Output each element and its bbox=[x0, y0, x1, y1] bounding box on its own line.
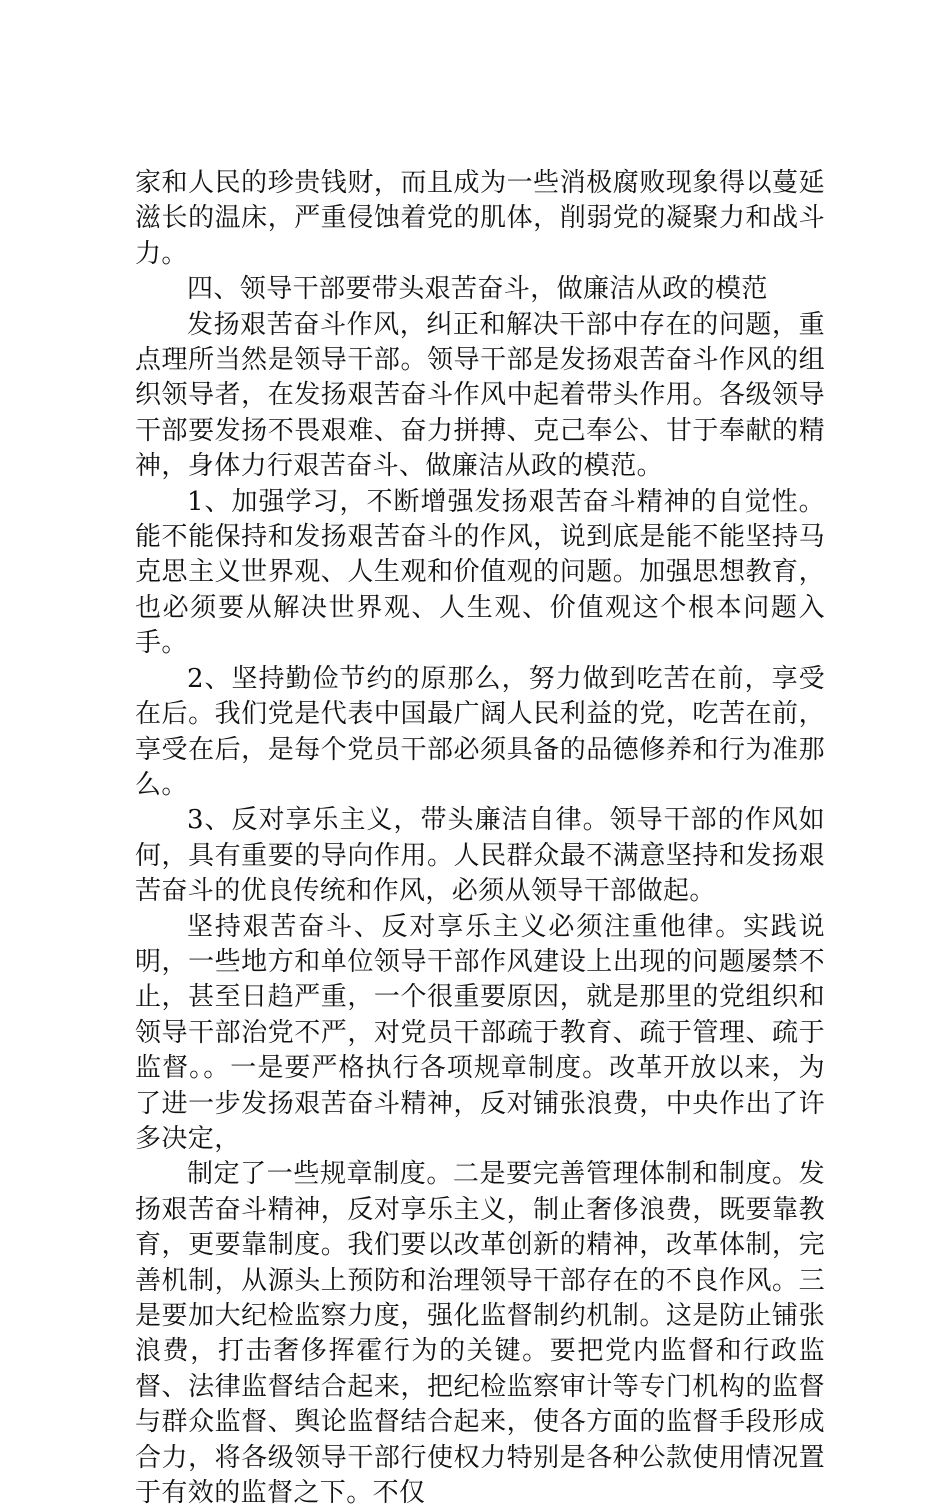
paragraph-5: 3、反对享乐主义，带头廉洁自律。领导干部的作风如何，具有重要的导向作用。人民群众最不满意坚持和发扬艰苦奋斗的优良传统和作风，必须从领导干部做起。 bbox=[135, 805, 825, 907]
paragraph-7: 制定了一些规章制度。二是要完善管理体制和制度。发扬艰苦奋斗精神，反对享乐主义，制止奢侈浪费，既要靠教育，更要靠制度。我们要以改革创新的精神，改革体制，完善机制，从源头上预防和治理领导干部存在的不良作风。三是要加大纪检监察力度，强化监督制约机制。这是防止铺张浪费，打击奢侈挥霍行为的关键。要把党内监督和行政监督、法律监督结合起来，把纪检监察审计等专门机构的监督与群众监督、舆论监督结合起来，使各方面的监督手段形成合力，将各级领导干部行使权力特别是各种公款使用情况置于有效的监督之下。不仅 bbox=[135, 1159, 825, 1509]
paragraph-3: 1、加强学习，不断增强发扬艰苦奋斗精神的自觉性。能不能保持和发扬艰苦奋斗的作风，说到底是能不能坚持马克思主义世界观、人生观和价值观的问题。加强思想教育，也必须要从解决世界观、人生观、价值观这个根本问题入手。 bbox=[135, 486, 825, 659]
document-body bbox=[135, 166, 825, 1511]
paragraph-2: 发扬艰苦奋斗作风，纠正和解决干部中存在的问题，重点理所当然是领导干部。领导干部是发扬艰苦奋斗作风的组织领导者，在发扬艰苦奋斗作风中起着带头作用。各级领导干部要发扬不畏艰难、奋力拼搏、克己奉公、甘于奉献的精神，身体力行艰苦奋斗、做廉洁从政的模范。 bbox=[135, 309, 825, 482]
paragraph-4: 2、坚持勤俭节约的原那么，努力做到吃苦在前，享受在后。我们党是代表中国最广阔人民利益的党，吃苦在前，享受在后，是每个党员干部必须具备的品德修养和行为准那么。 bbox=[135, 663, 825, 800]
paragraph-6: 坚持艰苦奋斗、反对享乐主义必须注重他律。实践说明，一些地方和单位领导干部作风建设上出现的问题屡禁不止，甚至日趋严重，一个很重要原因，就是那里的党组织和领导干部治党不严，对党员干部疏于教育、疏于管理、疏于监督。。一是要严格执行各项规章制度。改革开放以来，为了进一步发扬艰苦奋斗精神，反对铺张浪费，中央作出了许多决定， bbox=[135, 911, 825, 1154]
paragraph-1: 家和人民的珍贵钱财，而且成为一些消极腐败现象得以蔓延滋长的温床，严重侵蚀着党的肌体，削弱党的凝聚力和战斗力。 bbox=[135, 168, 825, 269]
section-heading: 四、领导干部要带头艰苦奋斗，做廉洁从政的模范 bbox=[187, 274, 768, 305]
